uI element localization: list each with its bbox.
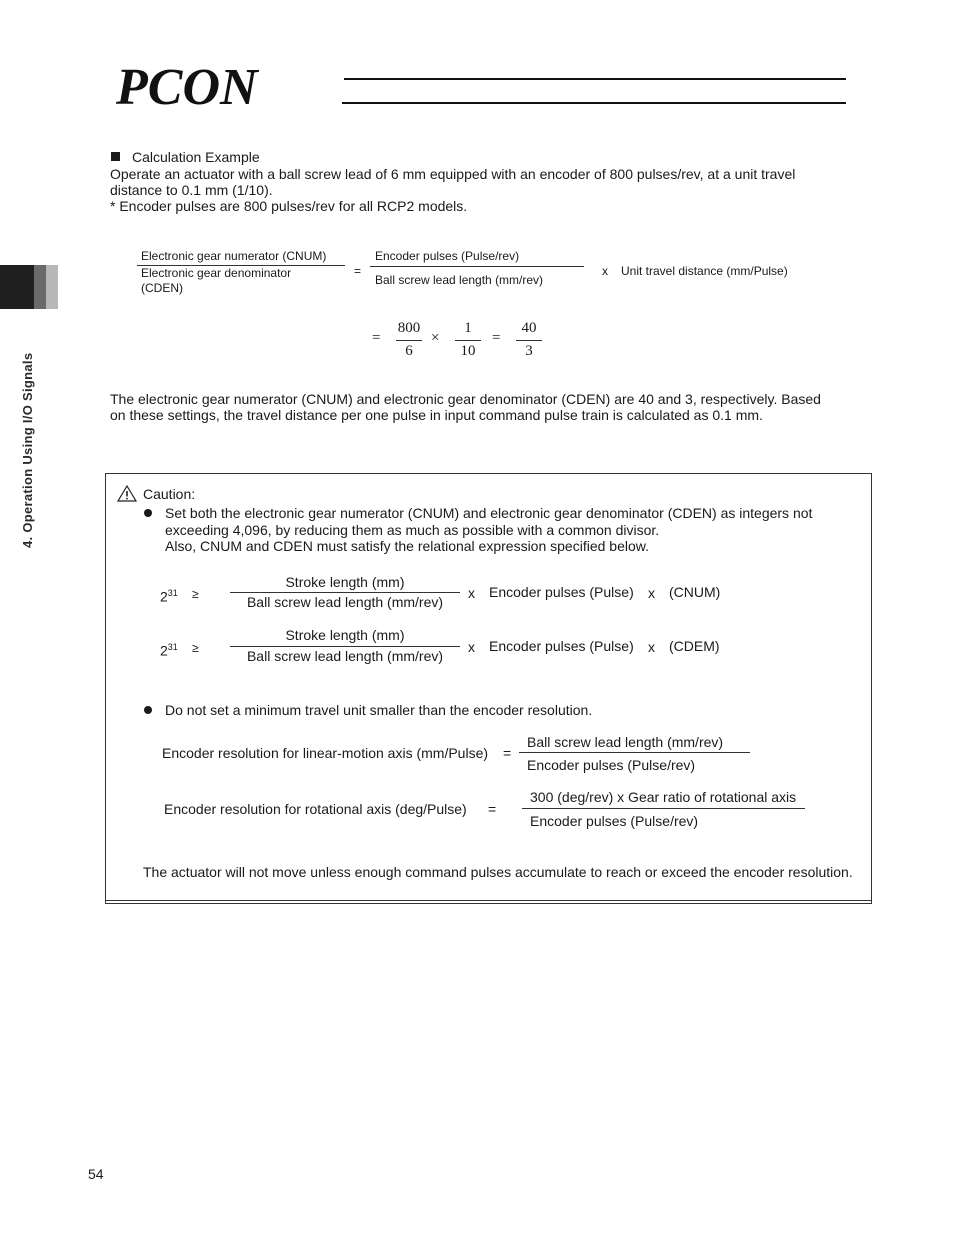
caution-bullet2: Do not set a minimum travel unit smaller than the encoder resolution.: [165, 702, 593, 718]
ineq1-power: [160, 585, 178, 605]
ineq2-fraction-bar: [230, 646, 460, 647]
ineq2-operator: ≥: [192, 641, 199, 655]
example-heading: Calculation Example: [132, 149, 260, 165]
res1-fraction-bar: [519, 752, 750, 753]
res1-numerator: Ball screw lead length (mm/rev): [527, 734, 724, 750]
ineq1-operator: ≥: [192, 587, 199, 601]
res1-denominator: Encoder pulses (Pulse/rev): [527, 757, 696, 773]
ineq1-cnum: (CNUM): [669, 584, 721, 600]
warning-triangle-icon: [117, 485, 137, 505]
ineq2-exponent: 31: [167, 642, 178, 652]
res2-lhs: Encoder resolution for rotational axis (deg/Pulse): [164, 801, 467, 817]
ineq1-base: 2: [160, 588, 168, 605]
ineq2-times2: x: [648, 639, 655, 655]
example-text-line1: Operate an actuator with a ball screw lead of 6 mm equipped with an encoder of 800 pulses/rev, at a unit travel: [110, 166, 796, 182]
caution-bullet1-line3: Also, CNUM and CDEN must satisfy the relational expression specified below.: [165, 538, 649, 554]
ineq2-base: 2: [160, 642, 168, 659]
formula2-frac3-numerator: 40: [521, 320, 537, 336]
formula2-equals1: =: [372, 330, 381, 346]
bullet-icon: [144, 509, 152, 517]
formula1-lhs-denominator-line1: Electronic gear denominator: [141, 266, 292, 280]
caution-bullet1-line1: Set both the electronic gear numerator (CNUM) and electronic gear denominator (CDEN) as integers not: [165, 505, 813, 521]
res2-fraction-bar: [522, 808, 805, 809]
pcon-logo-graphic: [116, 62, 846, 108]
page-number: 54: [88, 1166, 104, 1182]
formula2-times: ×: [431, 330, 440, 346]
ineq2-power: [160, 639, 178, 659]
formula1-rhs-denominator: Ball screw lead length (mm/rev): [375, 273, 544, 287]
logo-text: PCON: [116, 62, 258, 108]
formula2-frac1-denominator: 6: [405, 343, 413, 359]
caution-title: Caution:: [143, 486, 196, 502]
ineq2-times1: x: [468, 639, 475, 655]
pcon-logo: [116, 62, 846, 108]
formula2-frac2-denominator: 10: [460, 343, 476, 359]
example-note: * Encoder pulses are 800 pulses/rev for all RCP2 models.: [110, 198, 468, 214]
ineq2-cdem: (CDEM): [669, 638, 720, 654]
result-text-line2: on these settings, the travel distance per one pulse in input command pulse train is calculated as 0.1 mm.: [110, 407, 763, 423]
ineq1-denominator: Ball screw lead length (mm/rev): [246, 594, 444, 610]
res2-denominator: Encoder pulses (Pulse/rev): [530, 813, 699, 829]
formula1-times: x: [602, 264, 608, 278]
chapter-label: 4. Operation Using I/O Signals: [20, 352, 35, 548]
example-text-line2: distance to 0.1 mm (1/10).: [110, 182, 273, 198]
formula1-rhs-fraction-bar: [370, 266, 584, 267]
formula2-frac1-numerator: 800: [397, 320, 421, 336]
formula2-frac2-bar: [455, 340, 481, 341]
ineq2-encoder-pulses: Encoder pulses (Pulse): [489, 638, 634, 654]
ineq2-denominator: Ball screw lead length (mm/rev): [246, 648, 444, 664]
formula2-frac1-bar: [396, 340, 422, 341]
res1-lhs: Encoder resolution for linear-motion axis (mm/Pulse): [162, 745, 489, 761]
formula1-lhs-denominator-line2: (CDEN): [141, 281, 183, 295]
res1-equals: =: [503, 745, 512, 761]
caution-footer: The actuator will not move unless enough command pulses accumulate to reach or exceed the encoder resolution.: [143, 864, 853, 880]
formula2-frac3-denominator: 3: [525, 343, 533, 359]
formula1-equals: =: [354, 264, 362, 278]
res2-numerator: 300 (deg/rev) x Gear ratio of rotational axis: [530, 789, 797, 805]
result-text-line1: The electronic gear numerator (CNUM) and electronic gear denominator (CDEN) are 40 and 3, respectively. Based: [110, 391, 821, 407]
formula2-equals2: =: [492, 330, 501, 346]
ineq1-fraction-bar: [230, 592, 460, 593]
formula1-unit-travel: Unit travel distance (mm/Pulse): [621, 264, 788, 278]
square-bullet-icon: [111, 152, 120, 161]
formula1-rhs-numerator: Encoder pulses (Pulse/rev): [375, 249, 520, 263]
formula1-lhs-numerator: Electronic gear numerator (CNUM): [141, 249, 327, 263]
ineq1-numerator: Stroke length (mm): [285, 574, 405, 590]
ineq2-numerator: Stroke length (mm): [285, 627, 405, 643]
ineq1-exponent: 31: [167, 588, 178, 598]
res2-equals: =: [488, 801, 497, 817]
formula2-frac3-bar: [516, 340, 542, 341]
bullet-icon: [144, 706, 152, 714]
ineq1-times2: x: [648, 585, 655, 601]
ineq1-times1: x: [468, 585, 475, 601]
caution-bullet1-line2: exceeding 4,096, by reducing them as much as possible with a common divisor.: [165, 522, 660, 538]
ineq1-encoder-pulses: Encoder pulses (Pulse): [489, 584, 634, 600]
formula2-frac2-numerator: 1: [464, 320, 472, 336]
chapter-tab-marker: [0, 265, 58, 309]
